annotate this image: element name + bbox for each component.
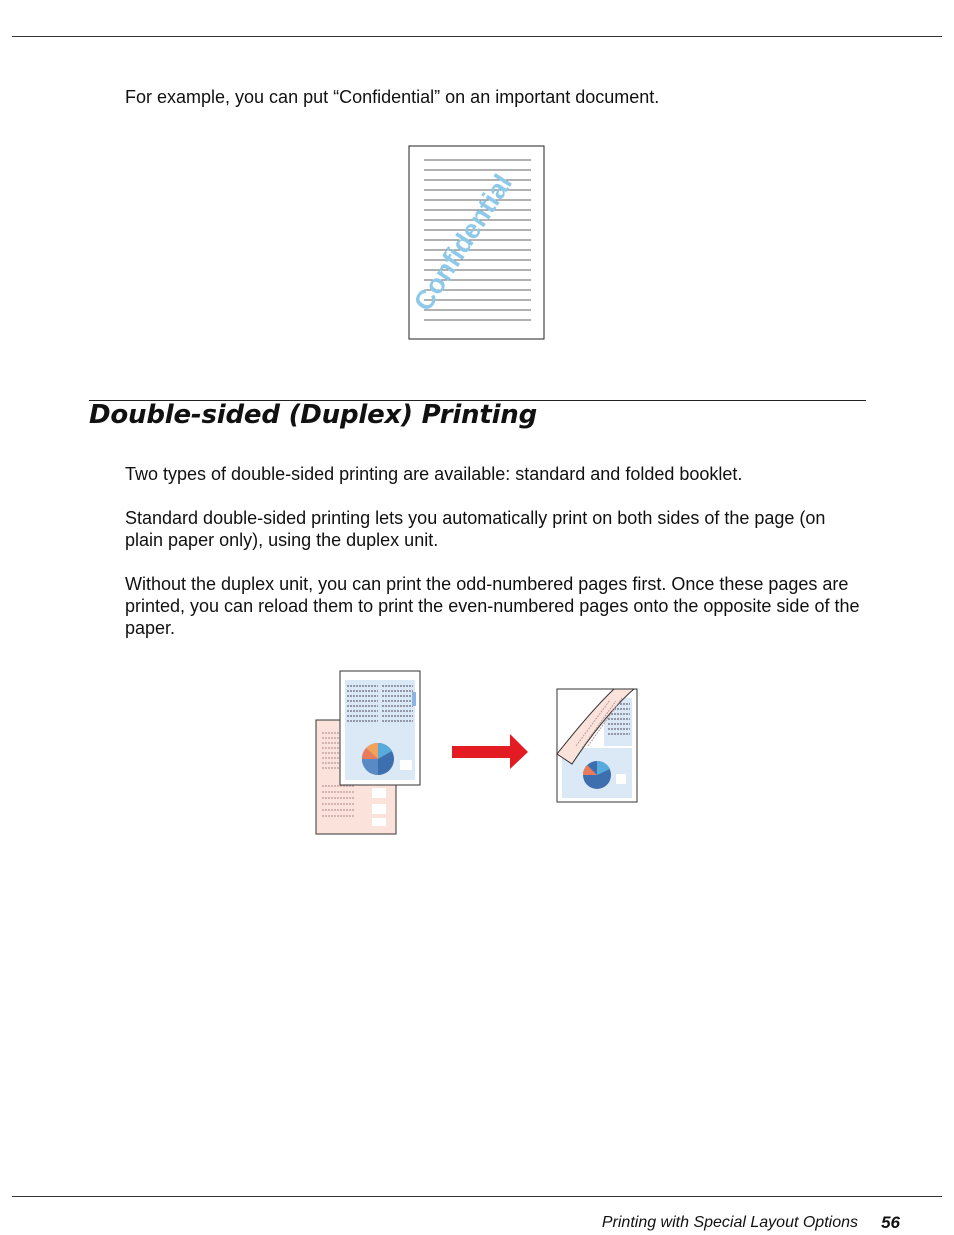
intro-text: For example, you can put “Confidential” on an important document. [125, 87, 660, 107]
front-page [340, 671, 420, 785]
paragraph-3: Without the duplex unit, you can print the odd-numbered pages first. Once these pages are printed, you can reload them to print the even-numbered pages onto the opposite side of the paper. [125, 574, 860, 638]
paragraph-2: Standard double-sided printing lets you automatically print on both sides of the page (on plain paper only), using the duplex unit. [125, 508, 826, 550]
section-title: Double-sided (Duplex) Printing [89, 400, 537, 430]
footer-chapter-title: Printing with Special Layout Options [601, 1214, 858, 1231]
paragraph-1: Two types of double-sided printing are available: standard and folded booklet. [125, 464, 743, 484]
duplex-illustration [314, 668, 644, 838]
arrow-icon [452, 734, 528, 769]
duplex-result-page [557, 689, 637, 802]
watermark-text: Confidential [408, 169, 518, 317]
top-rule [12, 36, 942, 37]
pie-chart [362, 743, 394, 775]
footer-page-number: 56 [881, 1213, 900, 1232]
bottom-rule [12, 1196, 942, 1197]
watermark-illustration [408, 145, 548, 343]
